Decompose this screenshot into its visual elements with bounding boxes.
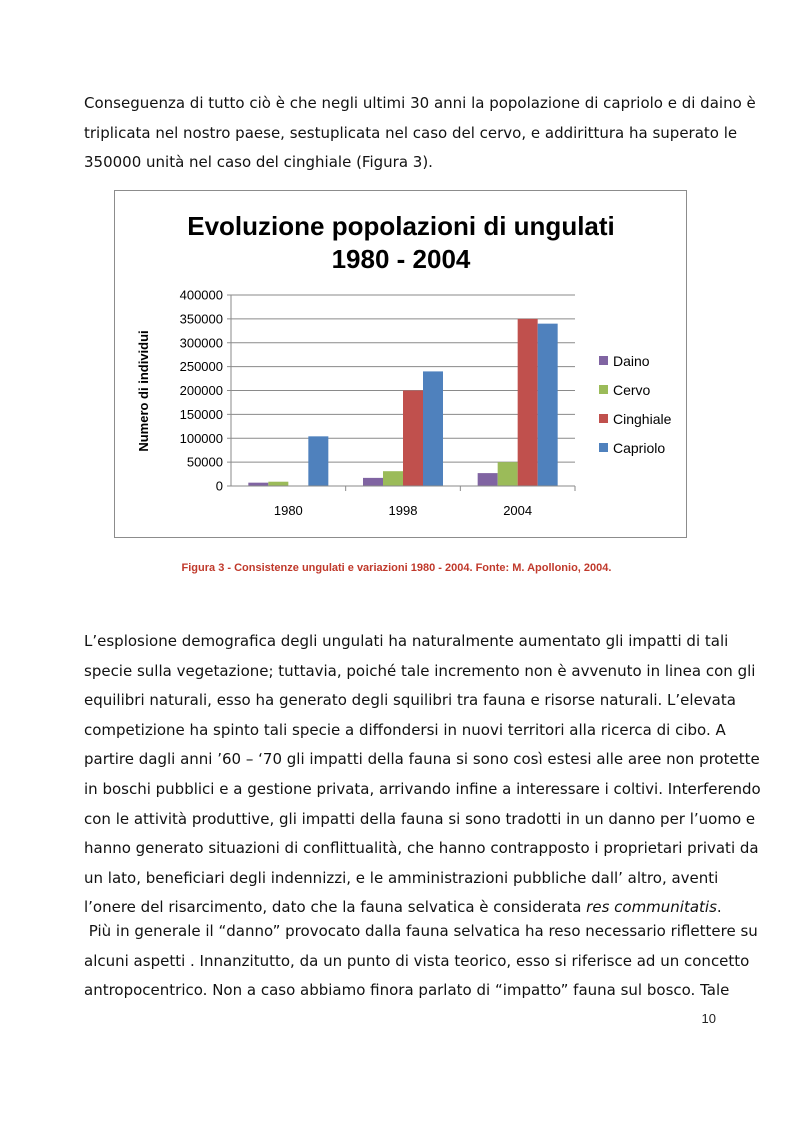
- x-tick-label: 1980: [273, 503, 303, 518]
- text-line: in boschi pubblici e a gestione privata, arrivando infine a interessare i coltivi. Interferendo: [84, 779, 761, 798]
- y-tick-label: 350000: [179, 311, 223, 327]
- text-line: hanno generato situazioni di conflittualità, che hanno contrapposto i proprietari privati da: [84, 839, 759, 858]
- last-line-text: l’onere del risarcimento, dato che la fauna selvatica è considerata: [84, 898, 587, 917]
- legend-label-daino: Daino: [613, 353, 650, 369]
- legend-label-cervo: Cervo: [613, 382, 651, 398]
- last-line-end: .: [716, 898, 722, 917]
- bar-cinghiale-1998: [403, 391, 423, 487]
- bar-cervo-2004: [498, 462, 518, 486]
- text-line: competizione ha spinto tali specie a diffondersi in nuovi territori alla ricerca di cibo. A: [84, 720, 726, 739]
- text-line: triplicata nel nostro paese, sestuplicata nel caso del cervo, e addirittura ha superato le: [84, 123, 738, 142]
- text-line: un lato, beneficiari degli indennizzi, e le amministrazioni pubbliche dall’ altro, aventi: [84, 868, 719, 887]
- legend-swatch-daino: [599, 356, 608, 365]
- x-tick-label: 2004: [503, 503, 533, 518]
- italic-term: res communitatis: [586, 898, 717, 917]
- y-tick-label: 300000: [179, 335, 223, 351]
- bar-cervo-1980: [268, 482, 288, 486]
- chart-title-line1: Evoluzione popolazioni di ungulati: [187, 211, 615, 241]
- text-line: equilibri naturali, esso ha generato degli squilibri tra fauna e risorse naturali. L’elevata: [84, 691, 736, 710]
- y-tick-label: 400000: [179, 287, 223, 303]
- y-tick-label: 100000: [179, 430, 223, 446]
- bar-daino-2004: [478, 473, 498, 486]
- text-line: antropocentrico. Non a caso abbiamo finora parlato di “impatto” fauna sul bosco. Tale: [84, 981, 730, 1000]
- text-line: Più in generale il “danno” provocato dalla fauna selvatica ha reso necessario riflettere su: [84, 922, 758, 940]
- legend-swatch-cervo: [599, 385, 608, 394]
- legend-swatch-capriolo: [599, 443, 608, 452]
- text-line: L’esplosione demografica degli ungulati ha naturalmente aumentato gli impatti di tali: [84, 632, 729, 650]
- text-line: con le attività produttive, gli impatti della fauna si sono tradotti in un danno per l’uomo e: [84, 809, 756, 828]
- bar-cinghiale-2004: [518, 319, 538, 486]
- page-number: 10: [701, 1011, 716, 1026]
- y-axis-label: Numero di individui: [136, 330, 151, 452]
- bar-capriolo-1998: [423, 371, 443, 486]
- text-line: specie sulla vegetazione; tuttavia, poiché tale incremento non è avvenuto in linea con gli: [84, 661, 756, 680]
- legend-label-capriolo: Capriolo: [613, 440, 666, 456]
- x-tick-label: 1998: [388, 503, 418, 518]
- chart-frame: [114, 190, 687, 538]
- bar-capriolo-1980: [308, 436, 328, 486]
- text-line: Conseguenza di tutto ciò è che negli ultimi 30 anni la popolazione di capriolo e di daino è: [84, 94, 756, 112]
- bar-chart: [115, 191, 686, 537]
- y-tick-label: 0: [215, 478, 223, 494]
- paragraph-damage: [84, 917, 758, 1006]
- chart-title-line2: 1980 - 2004: [331, 244, 471, 274]
- text-line: partire dagli anni ’60 – ‘70 gli impatti della fauna si sono così estesi alle aree non protette: [84, 750, 760, 769]
- paragraph-demography: [84, 627, 761, 923]
- legend-label-cinghiale: Cinghiale: [613, 411, 672, 427]
- y-tick-label: 50000: [186, 454, 223, 470]
- figure-caption: Figura 3 - Consistenze ungulati e variazioni 1980 - 2004. Fonte: M. Apollonio, 2004.: [181, 562, 612, 574]
- paragraph-intro: [84, 89, 756, 178]
- text-line: alcuni aspetti . Innanzitutto, da un punto di vista teorico, esso si riferisce ad un concetto: [84, 951, 750, 970]
- bar-daino-1980: [248, 483, 268, 486]
- bar-daino-1998: [363, 478, 383, 486]
- bar-capriolo-2004: [538, 324, 558, 486]
- y-tick-label: 250000: [179, 359, 223, 375]
- y-tick-label: 200000: [179, 383, 223, 398]
- y-tick-label: 150000: [179, 406, 223, 422]
- bar-cervo-1998: [383, 471, 403, 486]
- text-line: 350000 unità nel caso del cinghiale (Figura 3).: [84, 153, 433, 172]
- legend-swatch-cinghiale: [599, 414, 608, 423]
